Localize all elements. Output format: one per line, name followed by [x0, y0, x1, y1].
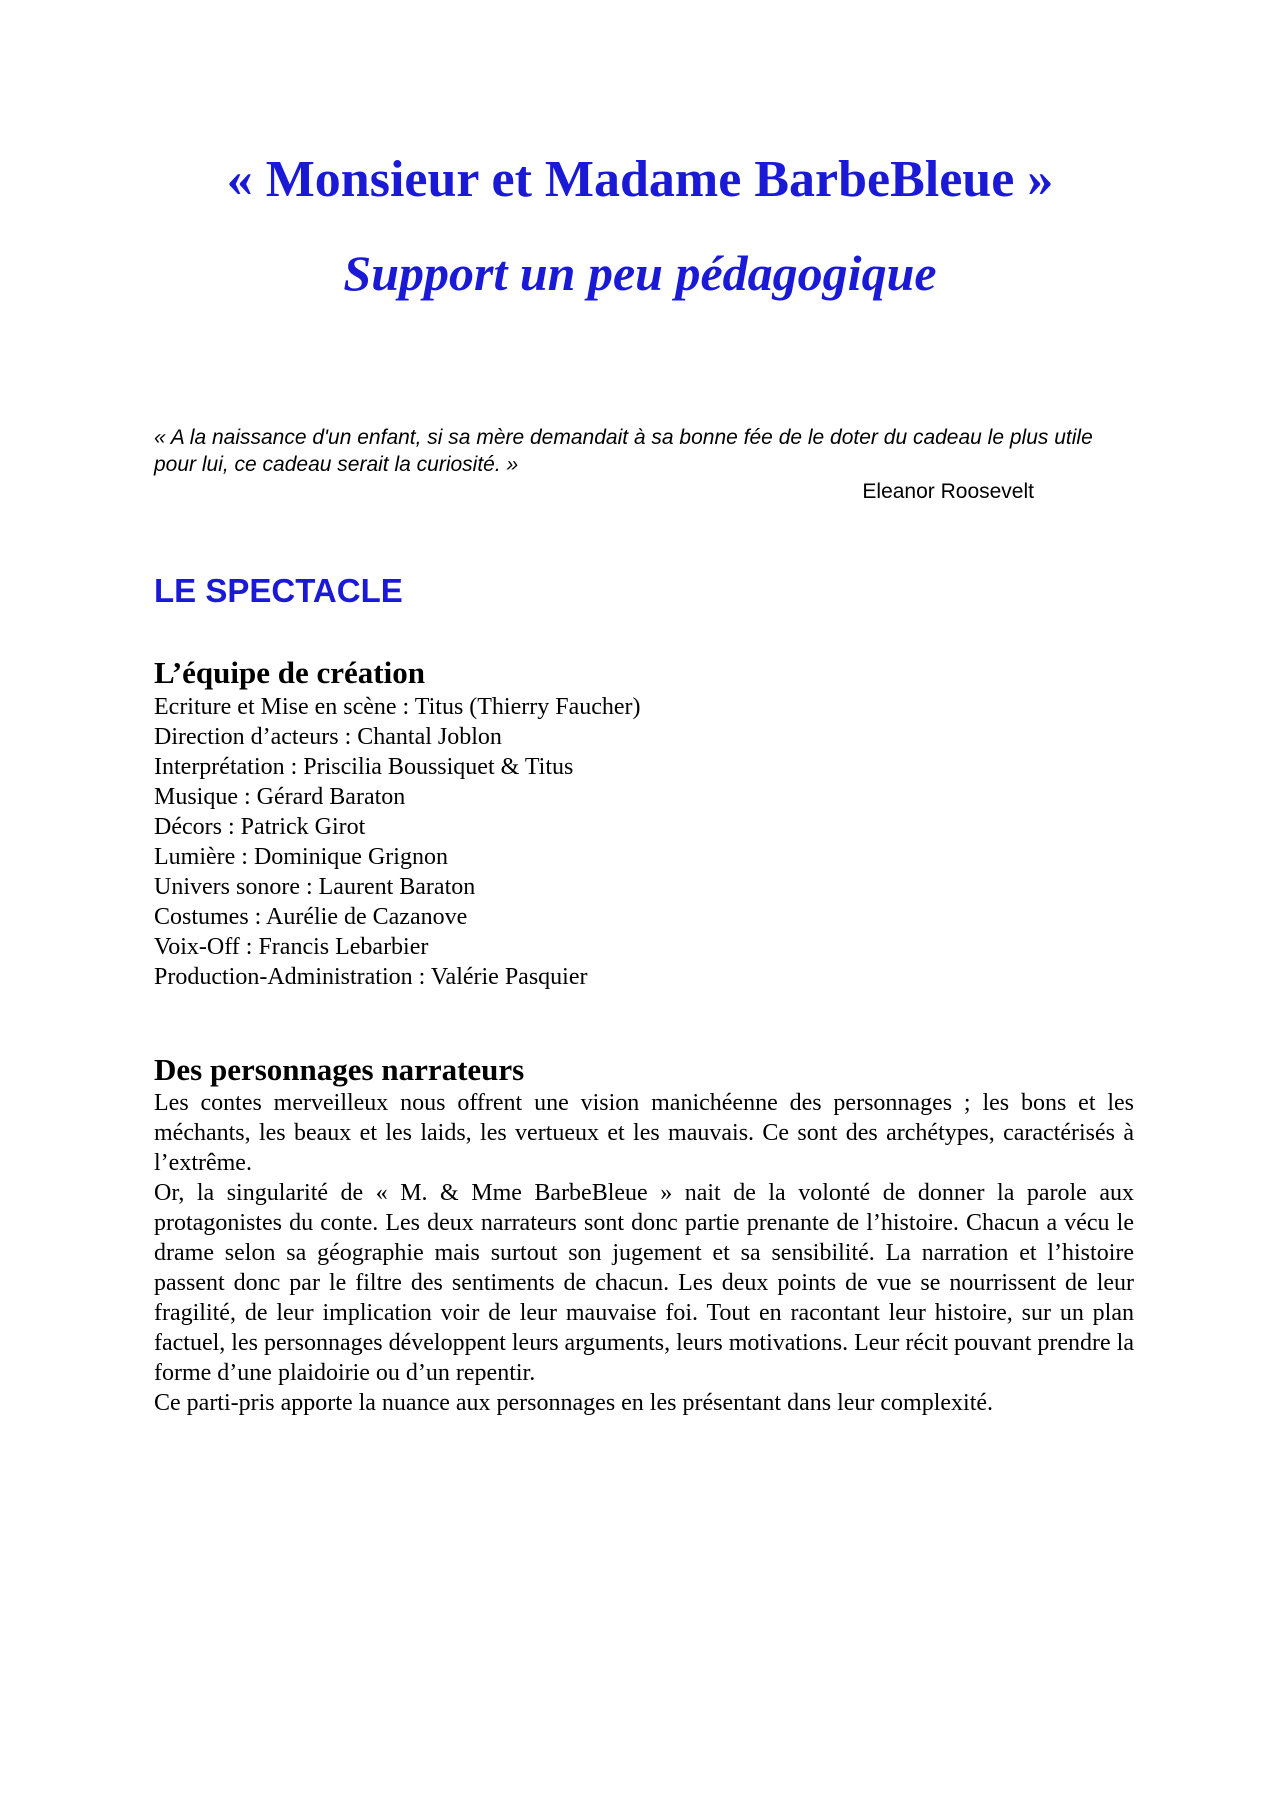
document-title: « Monsieur et Madame BarbeBleue » [226, 151, 1054, 208]
team-heading: L’équipe de création [154, 655, 425, 690]
team-line: Lumière : Dominique Grignon [154, 844, 448, 870]
team-line: Production-Administration : Valérie Pasquier [154, 964, 588, 990]
team-line: Musique : Gérard Baraton [154, 784, 406, 810]
narrators-heading: Des personnages narrateurs [154, 1052, 525, 1087]
team-list [154, 692, 641, 992]
epigraph-quote: « A la naissance d'un enfant, si sa mère demandait à sa bonne fée de le doter du cadeau le plus utile pour lui, ce cadeau serait la curiosité. » [154, 426, 1093, 476]
team-line: Direction d’acteurs : Chantal Joblon [154, 724, 502, 750]
body-paragraph: Or, la singularité de « M. & Mme BarbeBleue » nait de la volonté de donner la parole aux protagonistes du conte. Les deux narrateurs sont donc partie prenante de l’histoire. Chacun a vécu le drame selon sa géographie mais surtout son jugement et sa sensibilité. La narration et l’histoire passent donc par le filtre des sentiments de chacun. Les deux points de vue se nourrissent de leur fragilité, de leur implication voir de leur mauvaise foi. Tout en racontant leur histoire, sur un plan factuel, les personnages développent leurs arguments, leurs motivations. Leur récit pouvant prendre la forme d’une plaidoirie ou d’un repentir. [154, 1180, 1134, 1386]
section-title: LE SPECTACLE [154, 572, 403, 609]
team-line: Costumes : Aurélie de Cazanove [154, 904, 468, 930]
team-line: Univers sonore : Laurent Baraton [154, 874, 476, 900]
team-line: Voix-Off : Francis Lebarbier [154, 934, 429, 960]
narrators-body [154, 1088, 1134, 1418]
body-paragraph: Les contes merveilleux nous offrent une vision manichéenne des personnages ; les bons et les méchants, les beaux et les laids, les vertueux et les mauvais. Ce sont des archétypes, caractérisés à l’extrême. [154, 1090, 1134, 1176]
team-line: Interprétation : Priscilia Boussiquet & Titus [154, 754, 574, 780]
body-paragraph: Ce parti-pris apporte la nuance aux personnages en les présentant dans leur complexité. [154, 1390, 994, 1416]
team-line: Ecriture et Mise en scène : Titus (Thierry Faucher) [154, 694, 641, 720]
team-line: Décors : Patrick Girot [154, 814, 366, 840]
document-subtitle: Support un peu pédagogique [343, 245, 937, 301]
epigraph-author: Eleanor Roosevelt [862, 480, 1034, 503]
